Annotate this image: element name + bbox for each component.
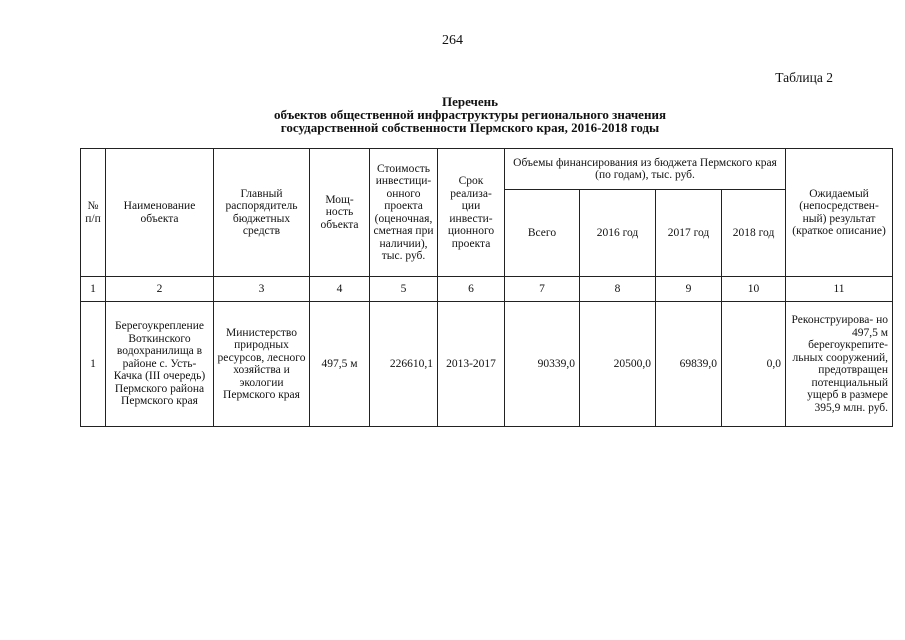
header-num: № п/п xyxy=(81,149,106,277)
column-number: 8 xyxy=(580,277,656,302)
header-period: Срок реализа- ции инвести- ционного проекта xyxy=(438,149,505,277)
cell-manager: Министерство природных ресурсов, лесного хозяйства и экологии Пермского края xyxy=(214,302,310,427)
table-row xyxy=(81,302,893,427)
column-number: 5 xyxy=(370,277,438,302)
header-manager: Главный распорядитель бюджетных средств xyxy=(214,149,310,277)
cell-total: 90339,0 xyxy=(505,302,580,427)
cell-2018: 0,0 xyxy=(722,302,786,427)
cell-result: Реконструирова- но 497,5 м берегоукрепите- льных сооружений, предотвращен потенциальный ущерб в размере 395,9 млн. руб. xyxy=(786,302,893,427)
title-line-2: объектов общественной инфраструктуры регионального значения xyxy=(274,107,666,122)
column-number: 4 xyxy=(310,277,370,302)
page-number: 264 xyxy=(442,33,463,48)
header-capacity: Мощ- ность объекта xyxy=(310,149,370,277)
header-funding-group: Объемы финансирования из бюджета Пермского края (по годам), тыс. руб. xyxy=(505,149,786,190)
column-number: 7 xyxy=(505,277,580,302)
header-2018: 2018 год xyxy=(722,190,786,277)
header-row-top xyxy=(81,149,893,190)
cell-2017: 69839,0 xyxy=(656,302,722,427)
header-cost: Стоимость инвестици- онного проекта (оценочная, сметная при наличии), тыс. руб. xyxy=(370,149,438,277)
column-number: 3 xyxy=(214,277,310,302)
column-number: 11 xyxy=(786,277,893,302)
cell-num: 1 xyxy=(81,302,106,427)
table-label: Таблица 2 xyxy=(775,70,833,85)
header-name: Наименование объекта xyxy=(106,149,214,277)
cell-name: Берегоукрепление Воткинского водохранилища в районе с. Усть- Качка (III очередь) Пермского района Пермского края xyxy=(106,302,214,427)
header-total: Всего xyxy=(505,190,580,277)
column-number: 6 xyxy=(438,277,505,302)
cell-period: 2013-2017 xyxy=(438,302,505,427)
title-line-3: государственной собственности Пермского края, 2016-2018 годы xyxy=(280,120,660,135)
header-result: Ожидаемый (непосредствен- ный) результат (краткое описание) xyxy=(786,149,893,277)
column-number: 1 xyxy=(81,277,106,302)
column-number: 2 xyxy=(106,277,214,302)
column-number: 9 xyxy=(656,277,722,302)
title-line-1: Перечень xyxy=(441,94,499,109)
header-2016: 2016 год xyxy=(580,190,656,277)
column-number-row xyxy=(81,277,893,302)
column-number: 10 xyxy=(722,277,786,302)
cell-2016: 20500,0 xyxy=(580,302,656,427)
cell-cost: 226610,1 xyxy=(370,302,438,427)
objects-table xyxy=(80,148,893,427)
document-title xyxy=(170,95,770,134)
cell-capacity: 497,5 м xyxy=(310,302,370,427)
header-2017: 2017 год xyxy=(656,190,722,277)
